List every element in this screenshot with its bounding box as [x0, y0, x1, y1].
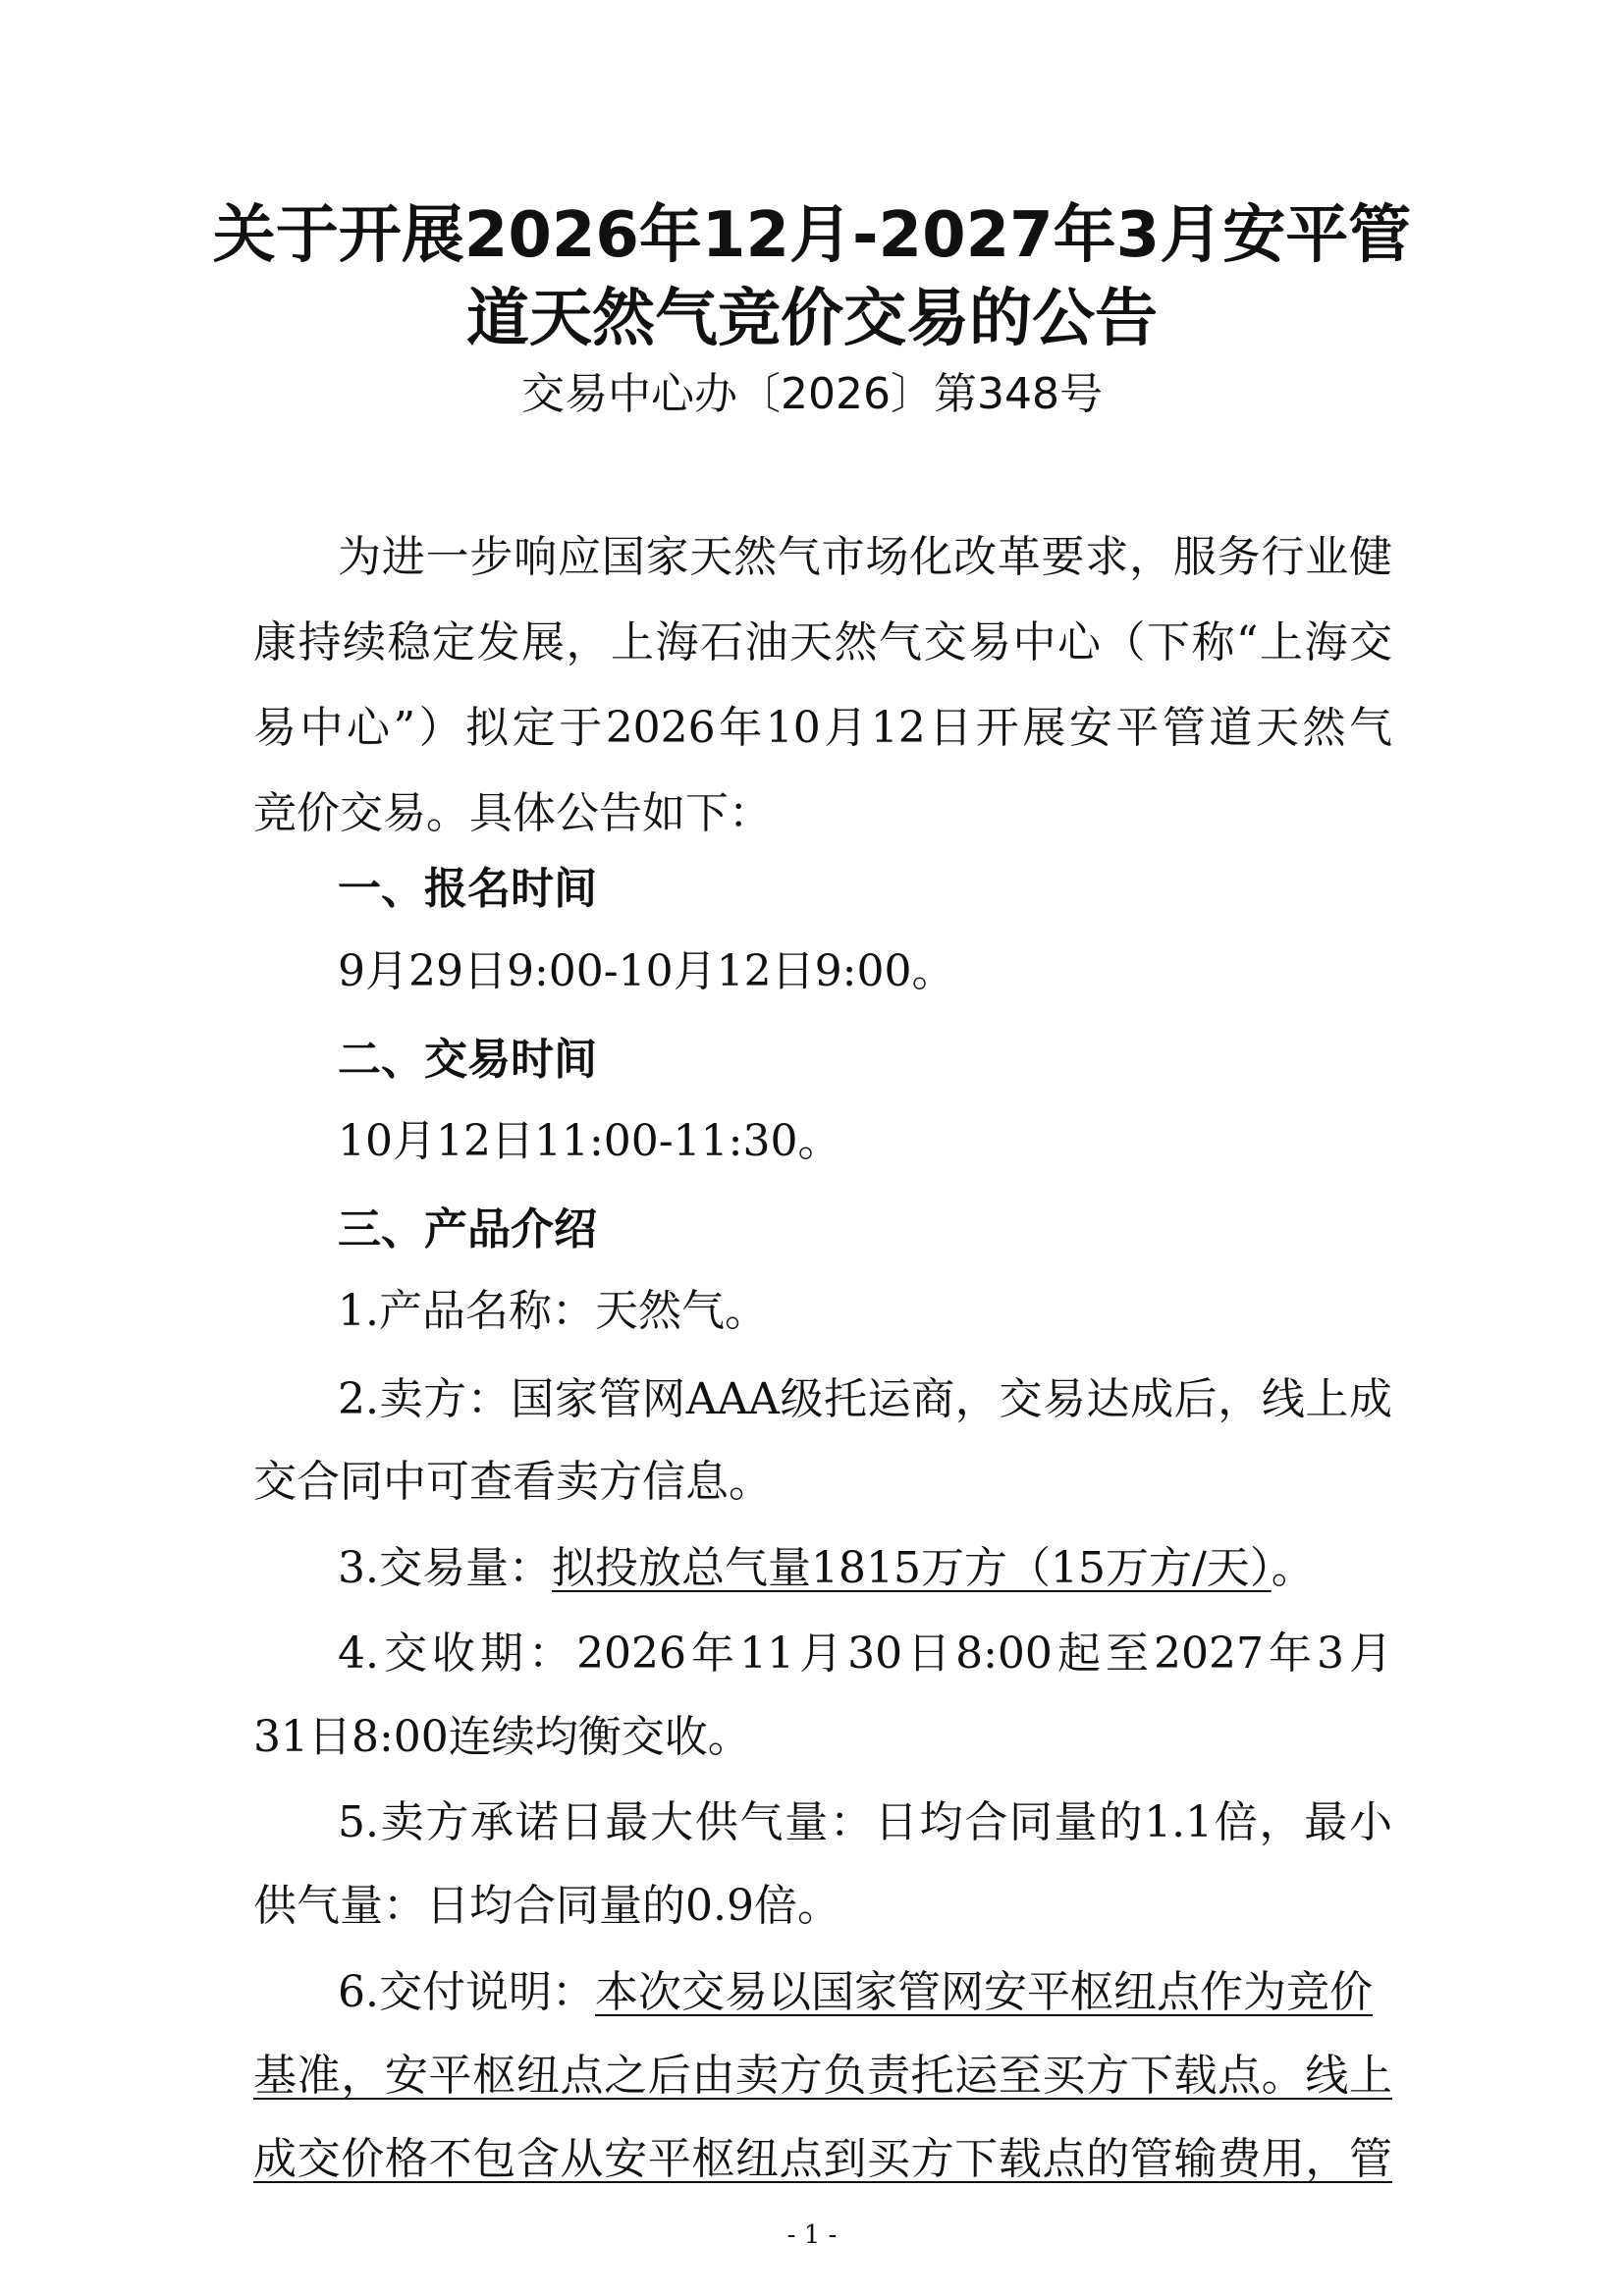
document-number: 交易中心办〔2026〕第348号	[521, 369, 1103, 419]
item-delivery-note-line-1	[338, 1963, 1392, 2022]
item-volume	[338, 1539, 1392, 1598]
item-volume-prefix: 3.交易量：	[338, 1543, 552, 1593]
item-supply-line-1: 5.卖方承诺日最大供气量：日均合同量的1.1倍，最小	[338, 1797, 1392, 1847]
intro-line-4: 竞价交易。具体公告如下：	[253, 788, 772, 838]
item-volume-underlined: 拟投放总气量1815万方（15万方/天）	[551, 1543, 1272, 1593]
item-delivery-note-underlined-1: 本次交易以国家管网安平枢纽点作为竞价	[594, 1967, 1373, 2017]
item-delivery-note-prefix: 6.交付说明：	[338, 1967, 595, 2017]
item-supply-line-2: 供气量：日均合同量的0.9倍。	[253, 1881, 840, 1931]
section-heading-product: 三、产品介绍	[338, 1204, 597, 1255]
trading-time: 10月12日11:00-11:30。	[338, 1116, 841, 1166]
item-delivery-period-line-1: 4.交收期：2026年11月30日8:00起至2027年3月	[338, 1629, 1392, 1679]
item-delivery-note-underlined-2: 基准，安平枢纽点之后由卖方负责托运至买方下载点。线上	[253, 2051, 1392, 2101]
item-delivery-note-underlined-3: 成交价格不包含从安平枢纽点到买方下载点的管输费用，管	[253, 2134, 1392, 2184]
title-line-2: 道天然气竞价交易的公告	[466, 283, 1158, 355]
item-delivery-note-line-2	[253, 2047, 1392, 2106]
title-line-1: 关于开展2026年12月-2027年3月安平管	[212, 199, 1412, 272]
intro-line-1: 为进一步响应国家天然气市场化改革要求，服务行业健	[338, 532, 1392, 582]
intro-line-2: 康持续稳定发展，上海石油天然气交易中心（下称“上海交	[253, 617, 1392, 667]
page-number: - 1 -	[786, 2220, 838, 2250]
item-product-name: 1.产品名称：天然气。	[338, 1286, 768, 1336]
item-delivery-period-line-2: 31日8:00连续均衡交收。	[253, 1712, 751, 1762]
section-heading-trading-time: 二、交易时间	[338, 1035, 597, 1085]
item-volume-suffix: 。	[1271, 1543, 1315, 1593]
section-heading-registration: 一、报名时间	[338, 864, 597, 914]
item-seller-line-2: 交合同中可查看卖方信息。	[253, 1457, 772, 1507]
intro-line-3: 易中心”）拟定于2026年10月12日开展安平管道天然气	[253, 703, 1392, 753]
registration-time: 9月29日9:00-10月12日9:00。	[338, 946, 955, 996]
item-delivery-note-line-3	[253, 2130, 1392, 2189]
item-seller-line-1: 2.卖方：国家管网AAA级托运商，交易达成后，线上成	[338, 1374, 1392, 1424]
